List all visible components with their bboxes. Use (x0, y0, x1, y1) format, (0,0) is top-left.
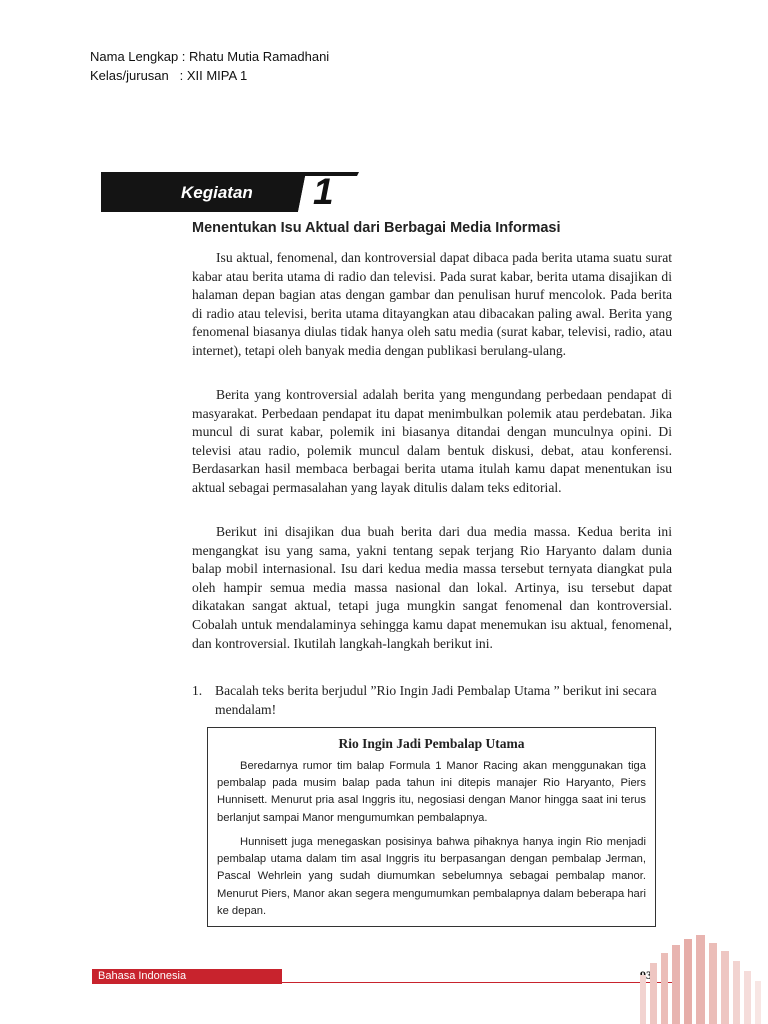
body-paragraph: Berikut ini disajikan dua buah berita dari dua media massa. Kedua berita ini mengangkat isu yang sama, yakni tentang sepak terjang Rio Haryanto dalam dunia balap mobil internasional. Isu dari kedua media massa tersebut ternyata diangkat pula oleh hampir semua media massa nasional dan lokal. Artinya, isu tersebut dapat dikatakan sangat aktual, tetapi juga mungkin sangat fenomenal dan kontroversial. Cobalah untuk mendalaminya sehingga kamu dapat menemukan isu aktual, fenomenal, dan kontroversial. Ikutilah langkah-langkah berikut ini. (192, 524, 672, 651)
footer-subject: Bahasa Indonesia (98, 970, 187, 982)
body-paragraph: Isu aktual, fenomenal, dan kontroversial dapat dibaca pada berita utama suatu surat kabar atau berita utama di radio dan televisi. Pada surat kabar, berita utama disajikan di halaman depan bagian atas dengan gambar dan penulisan huruf mencolok. Pada berita di radio atau televisi, berita utama ditayangkan atau dibacakan paling awal. Berita yang fenomenal biasanya diulas tidak hanya oleh satu media (surat kabar, televisi, radio, atau internet), tetapi oleh banyak media dengan publikasi berulang-ulang. (192, 250, 672, 358)
decorative-stripes (640, 935, 768, 1024)
step-number: 1. (192, 683, 203, 698)
activity-banner (101, 172, 359, 212)
step-text: Bacalah teks berita berjudul ”Rio Ingin Jadi Pembalap Utama ” berikut ini secara mendalam! (215, 683, 657, 717)
news-title: Rio Ingin Jadi Pembalap Utama (338, 736, 525, 751)
news-box (207, 727, 656, 927)
section-heading: Menentukan Isu Aktual dari Berbagai Media Informasi (192, 220, 561, 236)
step-item (192, 682, 672, 719)
banner-number: 1 (313, 171, 334, 212)
body-paragraph: Berita yang kontroversial adalah berita yang mengundang perbedaan pendapat di masyarakat. Perbedaan pendapat itu dapat menimbulkan polemik atau perdebatan. Jika muncul di surat kabar, polemik ini biasanya ditandai dengan munculnya opini. Di televisi atau radio, polemik muncul dalam bentuk diskusi, debat, atau konferensi. Berdasarkan hasil membaca berbagai berita utama itulah kamu dapat menentukan isu aktual sebagai permasalahan yang layak ditulis dalam teks editorial. (192, 387, 672, 495)
student-name-line: Nama Lengkap : Rhatu Mutia Ramadhani (90, 49, 330, 64)
student-class-line: Kelas/jurusan : XII MIPA 1 (90, 68, 248, 83)
footer-rule (282, 982, 672, 983)
news-paragraph: Hunnisett juga menegaskan posisinya bahwa pihaknya hanya ingin Rio menjadi pembalap utama dalam tim asal Inggris itu berpasangan dengan pembalap Jerman, Pascal Wehrlein yang sudah diumumkan sebelumnya sebagai pembalap manor. Menurut Piers, Manor akan segera mengumumkan pembalapnya dalam beberapa hari ke depan. (217, 836, 646, 917)
banner-word: Kegiatan (181, 183, 253, 202)
student-info (90, 47, 329, 85)
news-paragraph: Beredarnya rumor tim balap Formula 1 Manor Racing akan menggunakan tiga pembalap pada musim balap pada tahun ini ditepis manajer Rio Haryanto, Piers Hunnisett. Menurut pria asal Inggris itu, negosiasi dengan Manor hingga saat ini terus berlanjut sampai Manor mengumumkan pembalapnya. (217, 760, 646, 824)
